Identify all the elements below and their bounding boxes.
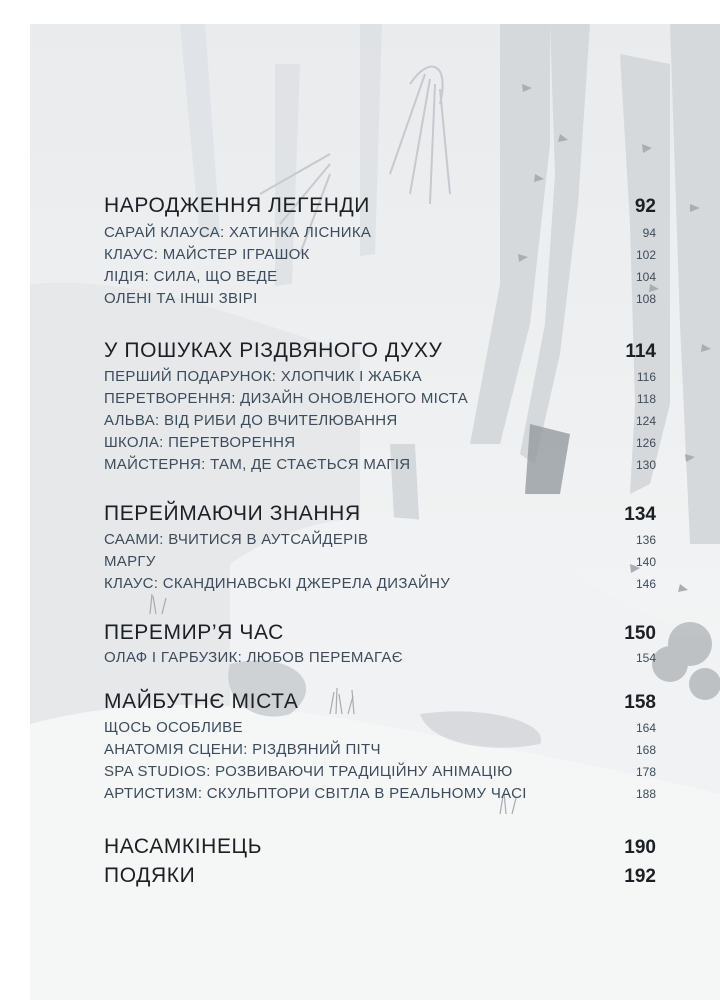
entry-page: 140: [635, 555, 656, 569]
entry-page: 130: [635, 458, 656, 472]
entry-page: 136: [635, 533, 656, 547]
toc-entry[interactable]: [104, 412, 656, 434]
section-page: 150: [624, 623, 656, 644]
toc-entry[interactable]: [104, 649, 656, 671]
toc-entry[interactable]: [104, 763, 656, 785]
entry-title: ЛІДІЯ: СИЛА, ЩО ВЕДЕ: [104, 268, 278, 285]
entry-page: 126: [635, 436, 656, 450]
entry-title: АЛЬВА: ВІД РИБИ ДО ВЧИТЕЛЮВАННЯ: [104, 412, 398, 429]
section-title: НАСАМКІНЕЦЬ: [104, 835, 263, 858]
toc-heading[interactable]: [104, 194, 656, 222]
section-page: 92: [634, 196, 656, 217]
entry-title: АНАТОМІЯ СЦЕНИ: РІЗДВЯНИЙ ПІТЧ: [104, 741, 381, 758]
section-page: 190: [624, 837, 656, 858]
entry-title: ОЛЕНІ ТА ІНШІ ЗВІРІ: [104, 290, 258, 307]
section-title: ПЕРЕМИР’Я ЧАС: [104, 621, 284, 644]
entry-title: САРАЙ КЛАУСА: ХАТИНКА ЛІСНИКА: [104, 224, 372, 241]
table-of-contents: [30, 24, 720, 1000]
toc-entry[interactable]: [104, 719, 656, 741]
entry-page: 118: [636, 392, 656, 406]
toc-entry[interactable]: [104, 456, 656, 478]
entry-page: 146: [635, 577, 656, 591]
entry-title: ЩОСЬ ОСОБЛИВЕ: [104, 719, 243, 736]
section-title: НАРОДЖЕННЯ ЛЕГЕНДИ: [104, 194, 370, 217]
section-page: 134: [624, 504, 656, 525]
entry-title: ПЕРЕТВОРЕННЯ: ДИЗАЙН ОНОВЛЕНОГО МІСТА: [104, 390, 468, 407]
entry-page: 104: [635, 270, 656, 284]
entry-title: МАРГУ: [104, 553, 156, 570]
toc-entry[interactable]: [104, 531, 656, 553]
toc-entry[interactable]: [104, 268, 656, 290]
section-title: У ПОШУКАХ РІЗДВЯНОГО ДУХУ: [104, 339, 443, 362]
toc-entry[interactable]: [104, 434, 656, 456]
entry-title: ШКОЛА: ПЕРЕТВОРЕННЯ: [104, 434, 296, 451]
entry-title: SPA STUDIOS: РОЗВИВАЮЧИ ТРАДИЦІЙНУ АНІМАЦІЮ: [104, 763, 513, 780]
entry-title: КЛАУС: СКАНДИНАВСЬКІ ДЖЕРЕЛА ДИЗАЙНУ: [104, 575, 451, 592]
toc-heading[interactable]: [104, 835, 656, 863]
section-title: МАЙБУТНЄ МІСТА: [104, 690, 299, 713]
entry-page: 116: [636, 370, 656, 384]
entry-page: 188: [635, 787, 656, 801]
toc-entry[interactable]: [104, 390, 656, 412]
toc-entry[interactable]: [104, 368, 656, 390]
entry-title: МАЙСТЕРНЯ: ТАМ, ДЕ СТАЄТЬСЯ МАГІЯ: [104, 456, 411, 473]
entry-page: 94: [642, 226, 656, 240]
entry-page: 108: [635, 292, 656, 306]
section-title: ПОДЯКИ: [104, 864, 196, 887]
toc-heading[interactable]: [104, 621, 656, 649]
entry-title: АРТИСТИЗМ: СКУЛЬПТОРИ СВІТЛА В РЕАЛЬНОМУ ЧАСІ: [104, 785, 527, 802]
entry-page: 154: [635, 651, 656, 665]
toc-entry[interactable]: [104, 246, 656, 268]
entry-page: 178: [635, 765, 656, 779]
toc-entry[interactable]: [104, 741, 656, 763]
entry-title: КЛАУС: МАЙСТЕР ІГРАШОК: [104, 246, 310, 263]
entry-title: ОЛАФ І ГАРБУЗИК: ЛЮБОВ ПЕРЕМАГАЄ: [104, 649, 403, 666]
toc-entry[interactable]: [104, 553, 656, 575]
toc-entry[interactable]: [104, 290, 656, 312]
entry-title: СААМИ: ВЧИТИСЯ В АУТСАЙДЕРІВ: [104, 531, 369, 548]
entry-page: 164: [635, 721, 656, 735]
toc-heading[interactable]: [104, 864, 656, 892]
toc-heading[interactable]: [104, 502, 656, 530]
entry-page: 102: [635, 248, 656, 262]
toc-entry[interactable]: [104, 575, 656, 597]
section-page: 114: [625, 341, 656, 362]
toc-heading[interactable]: [104, 690, 656, 718]
entry-title: ПЕРШИЙ ПОДАРУНОК: ХЛОПЧИК І ЖАБКА: [104, 368, 422, 385]
entry-page: 168: [635, 743, 656, 757]
toc-heading[interactable]: [104, 339, 656, 367]
section-page: 192: [624, 866, 656, 887]
section-title: ПЕРЕЙМАЮЧИ ЗНАННЯ: [104, 502, 361, 525]
entry-page: 124: [635, 414, 656, 428]
book-page: [30, 24, 720, 1000]
section-page: 158: [624, 692, 656, 713]
toc-entry[interactable]: [104, 224, 656, 246]
toc-entry[interactable]: [104, 785, 656, 807]
